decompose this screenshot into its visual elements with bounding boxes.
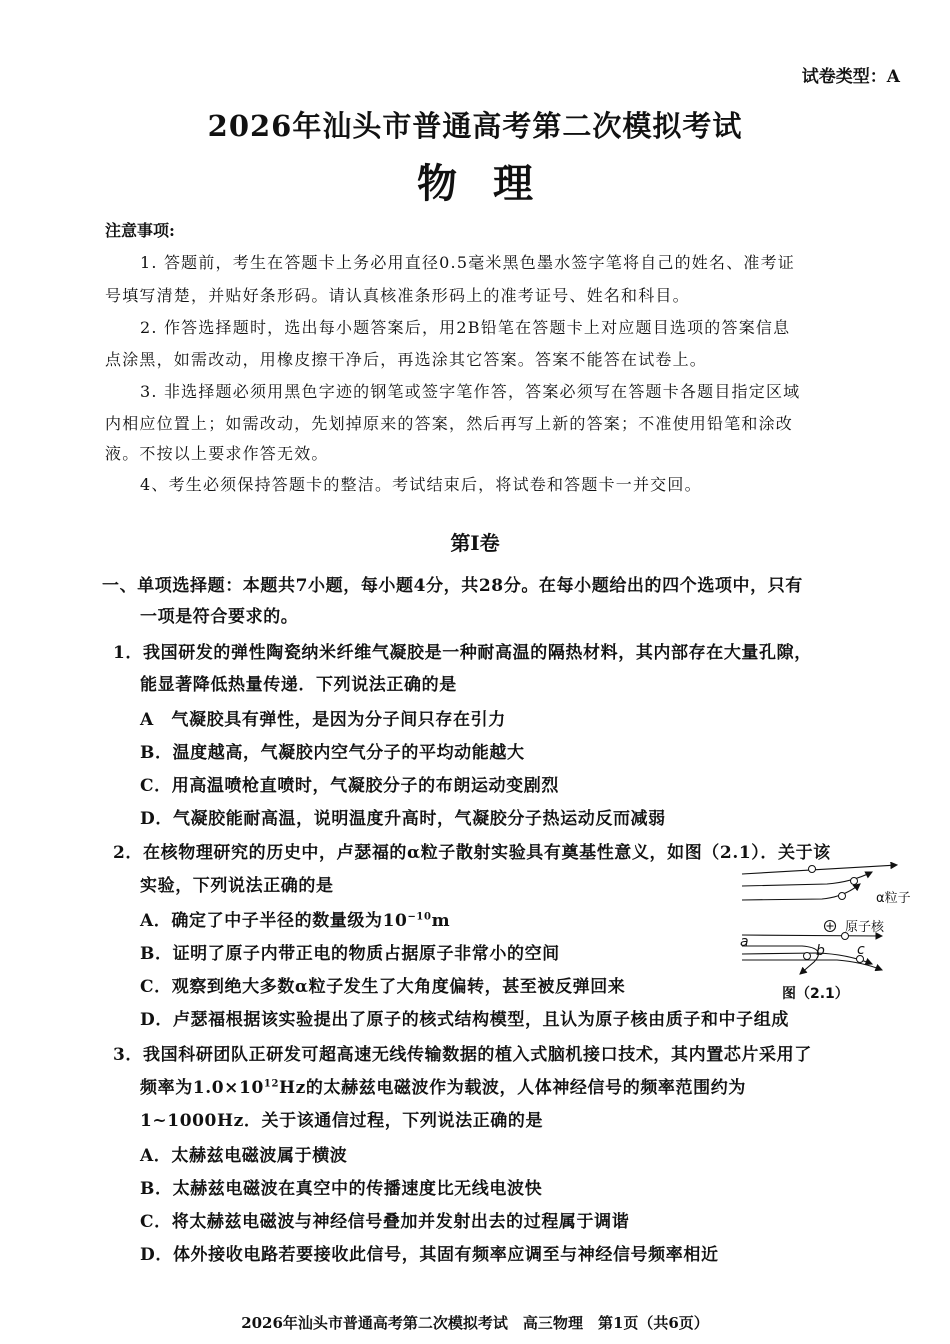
figure-caption: 图（2.1）	[782, 986, 849, 1002]
notice-line: 2. 作答选择题时，选出每小题答案后，用2B铅笔在答题卡上对应题目选项的答案信息	[140, 318, 791, 337]
nucleus-label: 原子核	[845, 920, 885, 935]
notice-line: 3. 非选择题必须用黑色字迹的钢笔或签字笔作答，答案必须写在答题卡各题目指定区域	[140, 382, 801, 401]
nucleus-icon	[825, 921, 836, 932]
question-3-stem	[140, 1073, 746, 1098]
question-1-option: B．温度越高，气凝胶内空气分子的平均动能越大	[140, 743, 525, 763]
question-1-stem: 能显著降低热量传递．下列说法正确的是	[140, 675, 457, 695]
notice-line: 内相应位置上；如需改动，先划掉原来的答案，然后再写上新的答案；不准使用铅笔和涂改	[105, 414, 794, 433]
alpha-label: α粒子	[876, 891, 911, 906]
notice-line: 号填写清楚，并贴好条形码。请认真核准条形码上的准考证号、姓名和科目。	[105, 286, 690, 305]
page-footer: 2026年汕头市普通高考第二次模拟考试 高三物理 第1页（共6页）	[241, 1314, 709, 1332]
section-title: 第Ⅰ卷	[450, 531, 500, 555]
paper-type: 试卷类型：A	[801, 67, 900, 87]
subject-title: 物理	[417, 160, 569, 207]
question-3-option: B．太赫兹电磁波在真空中的传播速度比无线电波快	[140, 1179, 543, 1199]
notice-line: 4、考生必须保持答题卡的整洁。考试结束后，将试卷和答题卡一并交回。	[140, 475, 702, 494]
question-2-option: C．观察到绝大多数α粒子发生了大角度偏转，甚至被反弹回来	[140, 977, 626, 997]
stem-text: 频率为1.0×10	[140, 1078, 264, 1098]
notice-line: 液。不按以上要求作答无效。	[105, 444, 329, 463]
question-3-stem: 1~1000Hz．关于该通信过程，下列说法正确的是	[140, 1111, 544, 1131]
exam-title: 2026年汕头市普通高考第二次模拟考试	[207, 109, 743, 143]
question-2-option: B．证明了原子内带正电的物质占据原子非常小的空间	[140, 944, 560, 964]
notice-heading: 注意事项:	[105, 221, 175, 240]
question-3-option: D．体外接收电路若要接收此信号，其固有频率应调至与神经信号频率相近	[140, 1245, 719, 1265]
stem-text: Hz的太赫兹电磁波作为载波，人体神经信号的频率范围约为	[279, 1078, 746, 1098]
notice-line: 1. 答题前，考生在答题卡上务必用直径0.5毫米黑色墨水签字笔将自己的姓名、准考证	[140, 253, 795, 272]
exponent: −10	[407, 911, 432, 923]
part-instructions: 一、单项选择题：本题共7小题，每小题4分，共28分。在每小题给出的四个选项中，只有	[102, 576, 803, 596]
trajectory-label-c: c	[857, 942, 865, 958]
trajectory-label-b: b	[816, 943, 825, 959]
question-3-option: C．将太赫兹电磁波与神经信号叠加并发射出去的过程属于调谐	[140, 1212, 630, 1232]
question-2-stem: 2．在核物理研究的历史中，卢瑟福的α粒子散射实验具有奠基性意义，如图（2.1）．关于该	[113, 843, 831, 863]
trajectory-label-a: a	[740, 934, 749, 950]
question-2-option: D．卢瑟福根据该实验提出了原子的核式结构模型，且认为原子核由质子和中子组成	[140, 1010, 789, 1030]
question-2-stem: 实验，下列说法正确的是	[140, 876, 334, 896]
question-3-stem: 3．我国科研团队正研发可超高速无线传输数据的植入式脑机接口技术，其内置芯片采用了	[113, 1045, 812, 1065]
alpha-trajectory	[742, 865, 897, 874]
part-instructions: 一项是符合要求的。	[140, 607, 299, 627]
scattering-figure	[732, 862, 912, 1004]
question-1-stem: 1．我国研发的弹性陶瓷纳米纤维气凝胶是一种耐高温的隔热材料，其内部存在大量孔隙，	[113, 643, 812, 663]
notice-line: 点涂黑，如需改动，用橡皮擦干净后，再选涂其它答案。答案不能答在试卷上。	[105, 350, 708, 369]
question-1-option: C．用高温喷枪直喷时，气凝胶分子的布朗运动变剧烈	[140, 776, 559, 796]
unit: m	[431, 911, 451, 931]
exponent: 12	[263, 1078, 280, 1090]
question-1-option: D．气凝胶能耐高温，说明温度升高时，气凝胶分子热运动反而减弱	[140, 809, 666, 829]
question-2-option	[140, 906, 450, 931]
question-3-option: A．太赫兹电磁波属于横波	[140, 1146, 348, 1166]
alpha-trajectory	[742, 935, 882, 936]
question-1-option: A 气凝胶具有弹性，是因为分子间只存在引力	[140, 710, 506, 730]
option-text: A．确定了中子半径的数量级为10	[140, 911, 408, 931]
